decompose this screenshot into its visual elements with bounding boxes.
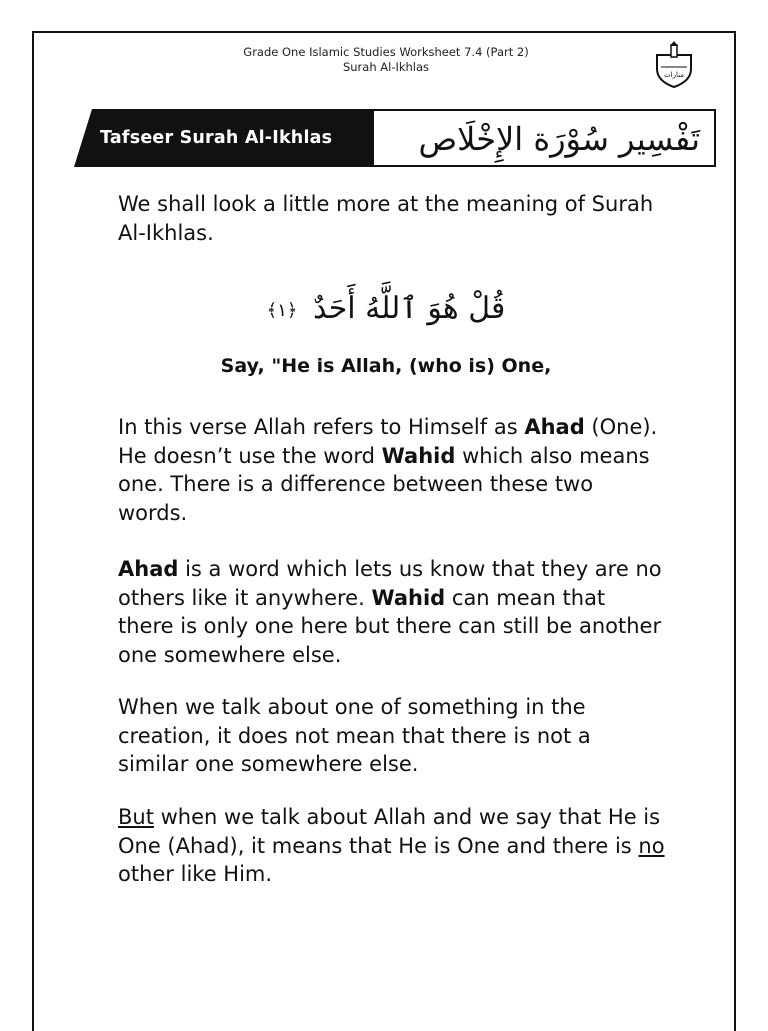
term-wahid: Wahid: [371, 585, 446, 610]
term-ahad: Ahad: [118, 557, 179, 581]
text-run: is a word which lets us know that they are no others like it anywhere.: [118, 557, 662, 610]
paragraph-allah-one: [118, 803, 666, 889]
term-wahid: Wahid: [381, 443, 456, 468]
header-subtitle: Surah Al-Ikhlas: [342, 60, 430, 74]
banner-arabic-title: تَفْسِير سُوْرَة الإِخْلَاص: [418, 120, 700, 158]
crest-text: منارات: [664, 71, 684, 79]
verse-translation: Say, "He is Allah, (who is) One,: [220, 355, 552, 377]
banner-arabic-box: [372, 109, 716, 167]
text-run: (One). He doesn’t use the word: [118, 415, 658, 468]
term-ahad: Ahad: [524, 415, 585, 439]
paragraph-ahad-meaning: [118, 555, 666, 669]
header-title: Grade One Islamic Studies Worksheet 7.4 (Part 2): [243, 45, 529, 59]
paragraph-creation: When we talk about one of something in the creation, it does not mean that there is not a similar one somewhere else.: [118, 695, 591, 776]
text-run: In this verse Allah refers to Himself as: [118, 415, 525, 439]
paragraph-ahad-wahid: [118, 413, 666, 527]
worksheet-header: [34, 45, 738, 75]
text-run: when we talk about Allah and we say that He is One (Ahad), it means that He is One and there is: [118, 805, 661, 858]
worksheet-page: [32, 31, 736, 1031]
verse-arabic: [34, 291, 738, 326]
banner-title: Tafseer Surah Al-Ikhlas: [100, 128, 333, 148]
verse-number-marker: ﴿١﴾: [266, 299, 298, 321]
verse-number: ١: [277, 299, 287, 321]
text-run: can mean that there is only one here but there can still be another one somewhere else.: [118, 585, 662, 667]
underlined-but: But: [118, 805, 154, 829]
verse-arabic-text: قُلْ هُوَ ٱللَّهُ أَحَدٌ: [312, 291, 506, 326]
title-banner: [74, 105, 738, 167]
underlined-no: no: [638, 833, 665, 858]
school-crest-icon: [652, 41, 696, 89]
text-run: which also means one. There is a difference between these two words.: [118, 443, 650, 525]
text-run: other like Him.: [118, 862, 273, 886]
intro-paragraph: We shall look a little more at the meaning of Surah Al-Ikhlas.: [118, 192, 654, 245]
